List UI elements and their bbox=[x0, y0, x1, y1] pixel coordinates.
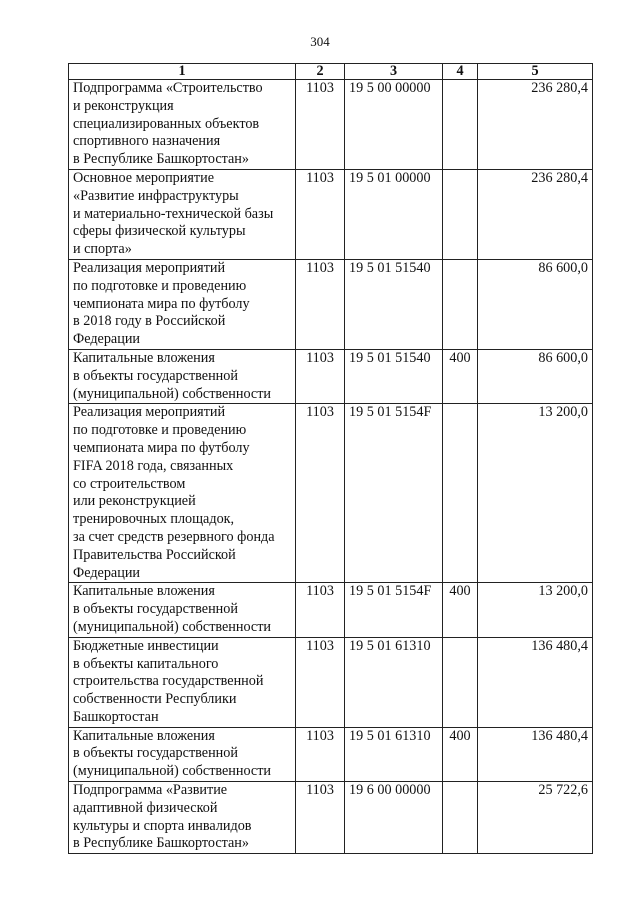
row-type bbox=[443, 259, 478, 349]
column-header-1: 1 bbox=[69, 64, 296, 80]
row-amount: 136 480,4 bbox=[478, 637, 593, 727]
row-code: 19 5 00 00000 bbox=[345, 80, 443, 170]
row-type bbox=[443, 80, 478, 170]
row-amount: 236 280,4 bbox=[478, 169, 593, 259]
row-code: 19 6 00 00000 bbox=[345, 782, 443, 854]
table-header-row bbox=[69, 64, 593, 80]
row-section: 1103 bbox=[296, 583, 345, 637]
table-row bbox=[69, 169, 593, 259]
row-section: 1103 bbox=[296, 404, 345, 583]
row-name: Подпрограмма «Развитие адаптивной физической культуры и спорта инвалидов в Республике Башкортостан» bbox=[69, 782, 296, 854]
row-amount: 136 480,4 bbox=[478, 727, 593, 781]
row-name: Реализация мероприятий по подготовке и проведению чемпионата мира по футболу в 2018 году в Российской Федерации bbox=[69, 259, 296, 349]
row-name: Подпрограмма «Строительство и реконструкция специализированных объектов спортивного назначения в Республике Башкортостан» bbox=[69, 80, 296, 170]
table-row bbox=[69, 727, 593, 781]
row-code: 19 5 01 61310 bbox=[345, 727, 443, 781]
row-section: 1103 bbox=[296, 727, 345, 781]
column-header-3: 3 bbox=[345, 64, 443, 80]
row-type bbox=[443, 637, 478, 727]
table-row bbox=[69, 583, 593, 637]
row-section: 1103 bbox=[296, 259, 345, 349]
page-number: 304 bbox=[310, 34, 330, 49]
table-row bbox=[69, 404, 593, 583]
row-type bbox=[443, 404, 478, 583]
row-type: 400 bbox=[443, 349, 478, 403]
row-code: 19 5 01 00000 bbox=[345, 169, 443, 259]
row-name: Капитальные вложения в объекты государственной (муниципальной) собственности bbox=[69, 727, 296, 781]
row-name: Капитальные вложения в объекты государственной (муниципальной) собственности bbox=[69, 349, 296, 403]
row-code: 19 5 01 5154F bbox=[345, 404, 443, 583]
row-name: Бюджетные инвестиции в объекты капитального строительства государственной собственности Республики Башкортостан bbox=[69, 637, 296, 727]
row-amount: 86 600,0 bbox=[478, 349, 593, 403]
row-code: 19 5 01 51540 bbox=[345, 349, 443, 403]
row-code: 19 5 01 5154F bbox=[345, 583, 443, 637]
table-row bbox=[69, 80, 593, 170]
row-name: Капитальные вложения в объекты государственной (муниципальной) собственности bbox=[69, 583, 296, 637]
row-type: 400 bbox=[443, 727, 478, 781]
row-section: 1103 bbox=[296, 169, 345, 259]
budget-table bbox=[68, 63, 593, 854]
row-name: Основное мероприятие «Развитие инфраструктуры и материально-технической базы сферы физической культуры и спорта» bbox=[69, 169, 296, 259]
row-amount: 236 280,4 bbox=[478, 80, 593, 170]
row-type: 400 bbox=[443, 583, 478, 637]
table-row bbox=[69, 259, 593, 349]
row-code: 19 5 01 51540 bbox=[345, 259, 443, 349]
table-row bbox=[69, 637, 593, 727]
row-section: 1103 bbox=[296, 637, 345, 727]
column-header-2: 2 bbox=[296, 64, 345, 80]
table-row bbox=[69, 782, 593, 854]
table-row bbox=[69, 349, 593, 403]
row-section: 1103 bbox=[296, 80, 345, 170]
column-header-4: 4 bbox=[443, 64, 478, 80]
row-code: 19 5 01 61310 bbox=[345, 637, 443, 727]
row-amount: 25 722,6 bbox=[478, 782, 593, 854]
row-section: 1103 bbox=[296, 782, 345, 854]
row-section: 1103 bbox=[296, 349, 345, 403]
row-type bbox=[443, 782, 478, 854]
row-amount: 13 200,0 bbox=[478, 583, 593, 637]
row-amount: 86 600,0 bbox=[478, 259, 593, 349]
row-amount: 13 200,0 bbox=[478, 404, 593, 583]
row-name: Реализация мероприятий по подготовке и проведению чемпионата мира по футболу FIFA 2018 года, связанных со строительством или реконструкцией тренировочных площадок, за счет средств резервного фонда Правительства Российской Федерации bbox=[69, 404, 296, 583]
row-type bbox=[443, 169, 478, 259]
column-header-5: 5 bbox=[478, 64, 593, 80]
